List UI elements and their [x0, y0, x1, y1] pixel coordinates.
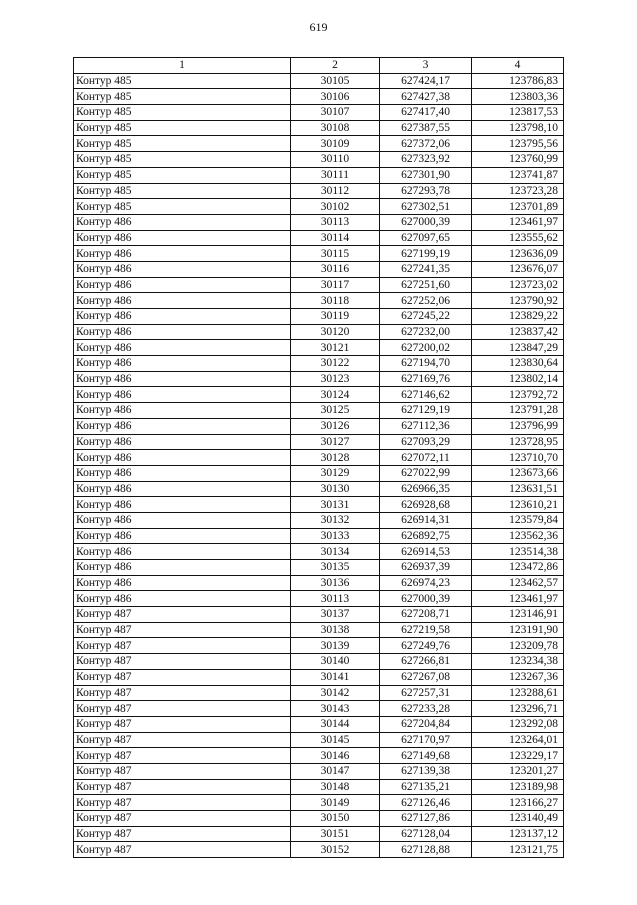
table-row — [74, 826, 564, 842]
point-number-cell: 30123 — [291, 371, 380, 387]
x-coordinate-cell: 627233,28 — [380, 701, 472, 717]
point-number-cell: 30145 — [291, 732, 380, 748]
contour-name-cell: Контур 487 — [74, 685, 291, 701]
y-coordinate-cell: 123472,86 — [472, 560, 564, 576]
contour-name-cell: Контур 486 — [74, 560, 291, 576]
y-coordinate-cell: 123201,27 — [472, 763, 564, 779]
contour-name-cell: Контур 486 — [74, 246, 291, 262]
y-coordinate-cell: 123579,84 — [472, 512, 564, 528]
contour-name-cell: Контур 486 — [74, 293, 291, 309]
table-row — [74, 528, 564, 544]
y-coordinate-cell: 123234,38 — [472, 654, 564, 670]
point-number-cell: 30120 — [291, 324, 380, 340]
y-coordinate-cell: 123209,78 — [472, 638, 564, 654]
table-row — [74, 732, 564, 748]
x-coordinate-cell: 627170,97 — [380, 732, 472, 748]
point-number-cell: 30105 — [291, 73, 380, 89]
contour-name-cell: Контур 485 — [74, 183, 291, 199]
y-coordinate-cell: 123795,56 — [472, 136, 564, 152]
y-coordinate-cell: 123723,02 — [472, 277, 564, 293]
x-coordinate-cell: 627000,39 — [380, 214, 472, 230]
y-coordinate-cell: 123728,95 — [472, 434, 564, 450]
x-coordinate-cell: 627112,36 — [380, 418, 472, 434]
y-coordinate-cell: 123296,71 — [472, 701, 564, 717]
point-number-cell: 30132 — [291, 512, 380, 528]
x-coordinate-cell: 627135,21 — [380, 779, 472, 795]
table-row — [74, 434, 564, 450]
x-coordinate-cell: 626892,75 — [380, 528, 472, 544]
table-row — [74, 167, 564, 183]
contour-name-cell: Контур 486 — [74, 356, 291, 372]
point-number-cell: 30110 — [291, 152, 380, 168]
point-number-cell: 30138 — [291, 622, 380, 638]
header-col-3: 3 — [380, 58, 472, 74]
point-number-cell: 30144 — [291, 716, 380, 732]
contour-name-cell: Контур 487 — [74, 732, 291, 748]
point-number-cell: 30113 — [291, 214, 380, 230]
table-row — [74, 199, 564, 215]
y-coordinate-cell: 123701,89 — [472, 199, 564, 215]
x-coordinate-cell: 627127,86 — [380, 811, 472, 827]
y-coordinate-cell: 123264,01 — [472, 732, 564, 748]
table-row — [74, 497, 564, 513]
table-row — [74, 403, 564, 419]
table-row — [74, 105, 564, 121]
x-coordinate-cell: 627149,68 — [380, 748, 472, 764]
table-row — [74, 230, 564, 246]
table-row — [74, 214, 564, 230]
table-row — [74, 73, 564, 89]
point-number-cell: 30150 — [291, 811, 380, 827]
table-row — [74, 638, 564, 654]
x-coordinate-cell: 626914,53 — [380, 544, 472, 560]
point-number-cell: 30130 — [291, 481, 380, 497]
x-coordinate-cell: 627194,70 — [380, 356, 472, 372]
y-coordinate-cell: 123791,28 — [472, 403, 564, 419]
y-coordinate-cell: 123676,07 — [472, 261, 564, 277]
table-row — [74, 779, 564, 795]
point-number-cell: 30124 — [291, 387, 380, 403]
table-row — [74, 387, 564, 403]
contour-name-cell: Контур 486 — [74, 544, 291, 560]
point-number-cell: 30106 — [291, 89, 380, 105]
y-coordinate-cell: 123562,36 — [472, 528, 564, 544]
contour-name-cell: Контур 487 — [74, 842, 291, 858]
table-row — [74, 152, 564, 168]
coordinates-table — [73, 57, 564, 858]
table-row — [74, 450, 564, 466]
contour-name-cell: Контур 487 — [74, 811, 291, 827]
x-coordinate-cell: 627267,08 — [380, 669, 472, 685]
table-row — [74, 277, 564, 293]
y-coordinate-cell: 123792,72 — [472, 387, 564, 403]
contour-name-cell: Контур 485 — [74, 152, 291, 168]
table-row — [74, 607, 564, 623]
contour-name-cell: Контур 486 — [74, 575, 291, 591]
contour-name-cell: Контур 486 — [74, 387, 291, 403]
point-number-cell: 30142 — [291, 685, 380, 701]
header-col-2: 2 — [291, 58, 380, 74]
x-coordinate-cell: 627424,17 — [380, 73, 472, 89]
contour-name-cell: Контур 486 — [74, 591, 291, 607]
y-coordinate-cell: 123189,98 — [472, 779, 564, 795]
x-coordinate-cell: 627427,38 — [380, 89, 472, 105]
point-number-cell: 30102 — [291, 199, 380, 215]
y-coordinate-cell: 123829,22 — [472, 309, 564, 325]
y-coordinate-cell: 123121,75 — [472, 842, 564, 858]
contour-name-cell: Контур 486 — [74, 481, 291, 497]
y-coordinate-cell: 123191,90 — [472, 622, 564, 638]
y-coordinate-cell: 123140,49 — [472, 811, 564, 827]
table-row — [74, 309, 564, 325]
contour-name-cell: Контур 487 — [74, 748, 291, 764]
point-number-cell: 30135 — [291, 560, 380, 576]
y-coordinate-cell: 123803,36 — [472, 89, 564, 105]
y-coordinate-cell: 123802,14 — [472, 371, 564, 387]
x-coordinate-cell: 627208,71 — [380, 607, 472, 623]
table-row — [74, 622, 564, 638]
table-row — [74, 120, 564, 136]
x-coordinate-cell: 627199,19 — [380, 246, 472, 262]
x-coordinate-cell: 627128,88 — [380, 842, 472, 858]
table-row — [74, 324, 564, 340]
x-coordinate-cell: 627126,46 — [380, 795, 472, 811]
point-number-cell: 30139 — [291, 638, 380, 654]
point-number-cell: 30148 — [291, 779, 380, 795]
contour-name-cell: Контур 487 — [74, 716, 291, 732]
y-coordinate-cell: 123461,97 — [472, 591, 564, 607]
x-coordinate-cell: 627000,39 — [380, 591, 472, 607]
point-number-cell: 30125 — [291, 403, 380, 419]
point-number-cell: 30128 — [291, 450, 380, 466]
point-number-cell: 30143 — [291, 701, 380, 717]
contour-name-cell: Контур 486 — [74, 214, 291, 230]
table-row — [74, 340, 564, 356]
x-coordinate-cell: 627093,29 — [380, 434, 472, 450]
y-coordinate-cell: 123137,12 — [472, 826, 564, 842]
y-coordinate-cell: 123166,27 — [472, 795, 564, 811]
point-number-cell: 30146 — [291, 748, 380, 764]
contour-name-cell: Контур 486 — [74, 261, 291, 277]
table-row — [74, 89, 564, 105]
table-row — [74, 544, 564, 560]
x-coordinate-cell: 627251,60 — [380, 277, 472, 293]
table-row — [74, 763, 564, 779]
table-row — [74, 748, 564, 764]
y-coordinate-cell: 123723,28 — [472, 183, 564, 199]
point-number-cell: 30152 — [291, 842, 380, 858]
x-coordinate-cell: 627245,22 — [380, 309, 472, 325]
y-coordinate-cell: 123229,17 — [472, 748, 564, 764]
table-row — [74, 654, 564, 670]
table-row — [74, 293, 564, 309]
y-coordinate-cell: 123636,09 — [472, 246, 564, 262]
table-row — [74, 560, 564, 576]
y-coordinate-cell: 123462,57 — [472, 575, 564, 591]
table-row — [74, 246, 564, 262]
table-row — [74, 183, 564, 199]
y-coordinate-cell: 123514,38 — [472, 544, 564, 560]
table-row — [74, 811, 564, 827]
point-number-cell: 30107 — [291, 105, 380, 121]
x-coordinate-cell: 627232,00 — [380, 324, 472, 340]
point-number-cell: 30114 — [291, 230, 380, 246]
table-row — [74, 591, 564, 607]
contour-name-cell: Контур 485 — [74, 89, 291, 105]
point-number-cell: 30147 — [291, 763, 380, 779]
x-coordinate-cell: 627204,84 — [380, 716, 472, 732]
point-number-cell: 30129 — [291, 465, 380, 481]
contour-name-cell: Контур 486 — [74, 309, 291, 325]
page-number: 619 — [309, 20, 328, 34]
x-coordinate-cell: 627249,76 — [380, 638, 472, 654]
x-coordinate-cell: 627219,58 — [380, 622, 472, 638]
contour-name-cell: Контур 486 — [74, 418, 291, 434]
x-coordinate-cell: 626937,39 — [380, 560, 472, 576]
contour-name-cell: Контур 487 — [74, 795, 291, 811]
x-coordinate-cell: 627252,06 — [380, 293, 472, 309]
x-coordinate-cell: 627241,35 — [380, 261, 472, 277]
contour-name-cell: Контур 487 — [74, 622, 291, 638]
x-coordinate-cell: 626928,68 — [380, 497, 472, 513]
x-coordinate-cell: 626966,35 — [380, 481, 472, 497]
contour-name-cell: Контур 487 — [74, 779, 291, 795]
point-number-cell: 30115 — [291, 246, 380, 262]
x-coordinate-cell: 626914,31 — [380, 512, 472, 528]
contour-name-cell: Контур 487 — [74, 654, 291, 670]
y-coordinate-cell: 123760,99 — [472, 152, 564, 168]
x-coordinate-cell: 627293,78 — [380, 183, 472, 199]
point-number-cell: 30118 — [291, 293, 380, 309]
x-coordinate-cell: 627266,81 — [380, 654, 472, 670]
contour-name-cell: Контур 486 — [74, 512, 291, 528]
point-number-cell: 30134 — [291, 544, 380, 560]
table-row — [74, 136, 564, 152]
y-coordinate-cell: 123146,91 — [472, 607, 564, 623]
y-coordinate-cell: 123461,97 — [472, 214, 564, 230]
point-number-cell: 30140 — [291, 654, 380, 670]
table-row — [74, 842, 564, 858]
x-coordinate-cell: 627146,62 — [380, 387, 472, 403]
contour-name-cell: Контур 485 — [74, 136, 291, 152]
table-row — [74, 356, 564, 372]
contour-name-cell: Контур 487 — [74, 826, 291, 842]
y-coordinate-cell: 123631,51 — [472, 481, 564, 497]
x-coordinate-cell: 627417,40 — [380, 105, 472, 121]
point-number-cell: 30126 — [291, 418, 380, 434]
contour-name-cell: Контур 486 — [74, 434, 291, 450]
point-number-cell: 30117 — [291, 277, 380, 293]
point-number-cell: 30131 — [291, 497, 380, 513]
y-coordinate-cell: 123830,64 — [472, 356, 564, 372]
table-row — [74, 685, 564, 701]
x-coordinate-cell: 627200,02 — [380, 340, 472, 356]
y-coordinate-cell: 123790,92 — [472, 293, 564, 309]
table-row — [74, 418, 564, 434]
point-number-cell: 30109 — [291, 136, 380, 152]
contour-name-cell: Контур 485 — [74, 199, 291, 215]
x-coordinate-cell: 626974,23 — [380, 575, 472, 591]
x-coordinate-cell: 627022,99 — [380, 465, 472, 481]
point-number-cell: 30133 — [291, 528, 380, 544]
y-coordinate-cell: 123288,61 — [472, 685, 564, 701]
y-coordinate-cell: 123798,10 — [472, 120, 564, 136]
contour-name-cell: Контур 486 — [74, 371, 291, 387]
y-coordinate-cell: 123267,36 — [472, 669, 564, 685]
table-row — [74, 575, 564, 591]
point-number-cell: 30122 — [291, 356, 380, 372]
contour-name-cell: Контур 485 — [74, 105, 291, 121]
table-row — [74, 669, 564, 685]
point-number-cell: 30136 — [291, 575, 380, 591]
x-coordinate-cell: 627129,19 — [380, 403, 472, 419]
contour-name-cell: Контур 486 — [74, 340, 291, 356]
table-row — [74, 716, 564, 732]
point-number-cell: 30149 — [291, 795, 380, 811]
x-coordinate-cell: 627169,76 — [380, 371, 472, 387]
header-col-1: 1 — [74, 58, 291, 74]
point-number-cell: 30119 — [291, 309, 380, 325]
y-coordinate-cell: 123673,66 — [472, 465, 564, 481]
y-coordinate-cell: 123786,83 — [472, 73, 564, 89]
contour-name-cell: Контур 486 — [74, 230, 291, 246]
x-coordinate-cell: 627072,11 — [380, 450, 472, 466]
x-coordinate-cell: 627323,92 — [380, 152, 472, 168]
header-col-4: 4 — [472, 58, 564, 74]
contour-name-cell: Контур 486 — [74, 528, 291, 544]
point-number-cell: 30151 — [291, 826, 380, 842]
contour-name-cell: Контур 487 — [74, 763, 291, 779]
table-row — [74, 512, 564, 528]
y-coordinate-cell: 123817,53 — [472, 105, 564, 121]
x-coordinate-cell: 627257,31 — [380, 685, 472, 701]
x-coordinate-cell: 627139,38 — [380, 763, 472, 779]
y-coordinate-cell: 123741,87 — [472, 167, 564, 183]
x-coordinate-cell: 627302,51 — [380, 199, 472, 215]
point-number-cell: 30121 — [291, 340, 380, 356]
table-row — [74, 261, 564, 277]
table-row — [74, 481, 564, 497]
contour-name-cell: Контур 486 — [74, 403, 291, 419]
contour-name-cell: Контур 486 — [74, 450, 291, 466]
y-coordinate-cell: 123847,29 — [472, 340, 564, 356]
y-coordinate-cell: 123292,08 — [472, 716, 564, 732]
point-number-cell: 30111 — [291, 167, 380, 183]
point-number-cell: 30108 — [291, 120, 380, 136]
x-coordinate-cell: 627372,06 — [380, 136, 472, 152]
contour-name-cell: Контур 486 — [74, 324, 291, 340]
contour-name-cell: Контур 487 — [74, 638, 291, 654]
point-number-cell: 30141 — [291, 669, 380, 685]
point-number-cell: 30112 — [291, 183, 380, 199]
x-coordinate-cell: 627128,04 — [380, 826, 472, 842]
point-number-cell: 30116 — [291, 261, 380, 277]
point-number-cell: 30137 — [291, 607, 380, 623]
table-header-row — [74, 58, 564, 74]
table-row — [74, 701, 564, 717]
y-coordinate-cell: 123796,99 — [472, 418, 564, 434]
table-row — [74, 465, 564, 481]
contour-name-cell: Контур 486 — [74, 465, 291, 481]
table-row — [74, 371, 564, 387]
table-row — [74, 795, 564, 811]
x-coordinate-cell: 627301,90 — [380, 167, 472, 183]
table-body — [74, 73, 564, 857]
x-coordinate-cell: 627097,65 — [380, 230, 472, 246]
contour-name-cell: Контур 485 — [74, 167, 291, 183]
contour-name-cell: Контур 485 — [74, 120, 291, 136]
contour-name-cell: Контур 486 — [74, 277, 291, 293]
x-coordinate-cell: 627387,55 — [380, 120, 472, 136]
contour-name-cell: Контур 486 — [74, 497, 291, 513]
contour-name-cell: Контур 487 — [74, 669, 291, 685]
contour-name-cell: Контур 487 — [74, 607, 291, 623]
y-coordinate-cell: 123555,62 — [472, 230, 564, 246]
y-coordinate-cell: 123610,21 — [472, 497, 564, 513]
contour-name-cell: Контур 487 — [74, 701, 291, 717]
point-number-cell: 30127 — [291, 434, 380, 450]
y-coordinate-cell: 123710,70 — [472, 450, 564, 466]
point-number-cell: 30113 — [291, 591, 380, 607]
y-coordinate-cell: 123837,42 — [472, 324, 564, 340]
contour-name-cell: Контур 485 — [74, 73, 291, 89]
